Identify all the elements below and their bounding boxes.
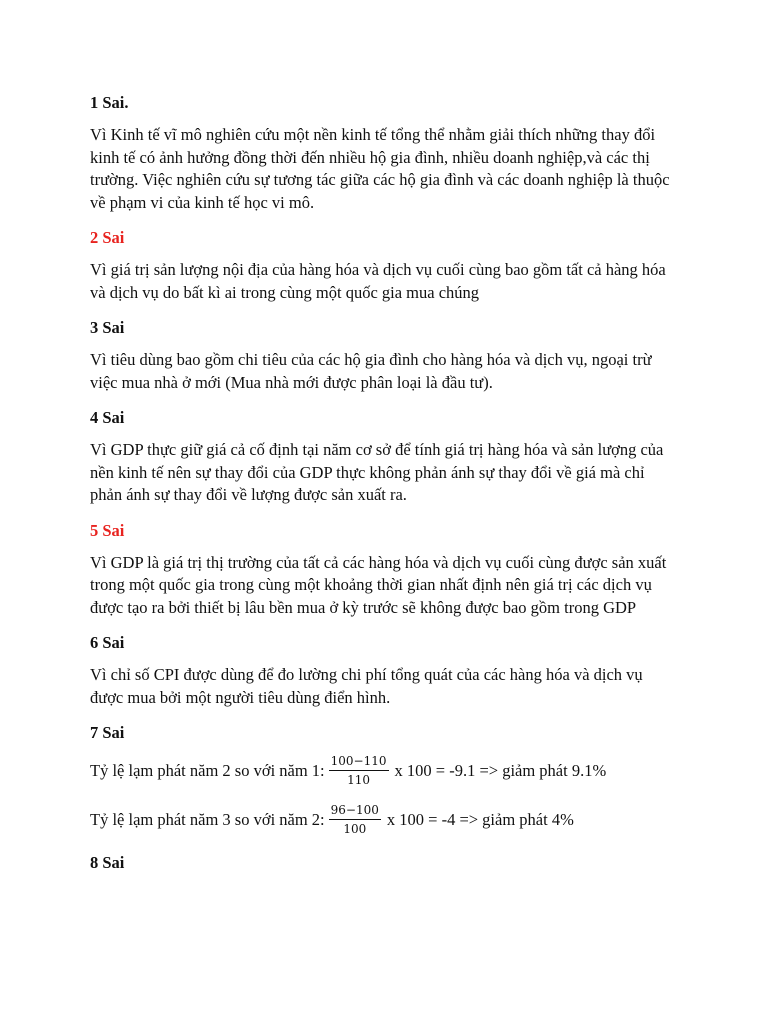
answer-heading: 2 Sai — [90, 228, 125, 247]
fraction-denominator: 110 — [347, 773, 371, 787]
formula-suffix: x 100 = -9.1 => giảm phát 9.1% — [394, 760, 607, 780]
answer-explanation: Vì chỉ số CPI được dùng để đo lường chi phí tổng quát của các hàng hóa và dịch vụ được mua bởi một người tiêu dùng điển hình. — [90, 665, 643, 707]
answer-4 — [90, 407, 680, 507]
answer-3 — [90, 317, 680, 394]
answer-explanation: Vì GDP thực giữ giá cả cố định tại năm cơ sở để tính giá trị hàng hóa và sản lượng của nền kinh tế nên sự thay đổi của GDP thực không phản ánh sự thay đổi về giá mà chỉ phản ánh sự thay đổi về lượng được sản xuất ra. — [90, 440, 664, 504]
answer-explanation: Vì Kinh tế vĩ mô nghiên cứu một nền kinh tế tổng thể nhằm giải thích những thay đổi kinh tế có ảnh hưởng đồng thời đến nhiều hộ gia đình, nhiều doanh nghiệp,và các thị trường. Việc nghiên cứu sự tương tác giữa các hộ gia đình và các doanh nghiệp là thuộc về phạm vi của kinh tế học vi mô. — [90, 125, 670, 212]
answer-7 — [90, 722, 680, 836]
fraction — [329, 754, 389, 787]
document-page — [90, 92, 680, 884]
answer-1 — [90, 92, 680, 214]
fraction-denominator: 100 — [343, 822, 367, 836]
formula-suffix: x 100 = -4 => giảm phát 4% — [386, 809, 574, 829]
answer-heading: 7 Sai — [90, 723, 125, 742]
answer-explanation: Vì tiêu dùng bao gồm chi tiêu của các hộ gia đình cho hàng hóa và dịch vụ, ngoại trừ việc mua nhà ở mới (Mua nhà mới được phân loại là đầu tư). — [90, 350, 652, 392]
answer-explanation: Vì GDP là giá trị thị trường của tất cả các hàng hóa và dịch vụ cuối cùng được sản xuất trong một quốc gia trong cùng một khoảng thời gian nhất định nên giá trị các dịch vụ được tạo ra bởi thiết bị lâu bền mua ở kỳ trước sẽ không được bao gồm trong GDP — [90, 552, 667, 617]
fraction-numerator: 100−110 — [329, 754, 389, 771]
answer-8 — [90, 852, 680, 874]
answer-heading: 5 Sai — [90, 520, 125, 540]
answer-explanation: Vì giá trị sản lượng nội địa của hàng hóa và dịch vụ cuối cùng bao gồm tất cả hàng hóa và dịch vụ do bất kì ai trong cùng một quốc gia mua chúng — [90, 260, 666, 302]
answer-heading: 8 Sai — [90, 853, 125, 872]
inflation-formula-year2 — [90, 754, 680, 787]
fraction-numerator: 96−100 — [329, 803, 381, 820]
answer-2 — [90, 227, 680, 304]
answer-6 — [90, 632, 680, 709]
answer-heading: 3 Sai — [90, 318, 125, 337]
answer-5 — [90, 520, 680, 620]
answer-heading: 1 Sai. — [90, 93, 129, 112]
formula-prefix: Tỷ lệ lạm phát năm 3 so với năm 2: — [90, 809, 325, 829]
fraction — [329, 803, 381, 836]
inflation-formula-year3 — [90, 803, 680, 836]
answer-heading: 4 Sai — [90, 408, 125, 427]
formula-prefix: Tỷ lệ lạm phát năm 2 so với năm 1: — [90, 760, 325, 780]
answer-heading: 6 Sai — [90, 633, 125, 652]
